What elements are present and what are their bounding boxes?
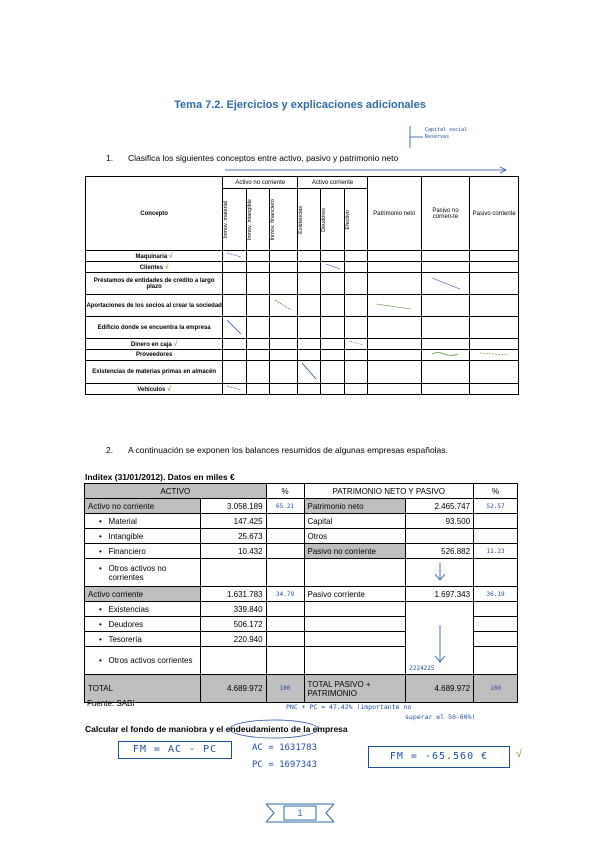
table-row xyxy=(86,384,519,395)
arrow-cell xyxy=(406,559,474,587)
mark-cell xyxy=(470,350,519,361)
inditex-caption-text: Inditex (31/01/2012). Datos en miles € xyxy=(85,472,235,482)
row-label: Proveedores xyxy=(86,350,223,361)
classification-table xyxy=(85,176,519,395)
cell-pct: 65.21 xyxy=(266,499,304,514)
cell-label: Activo corriente xyxy=(85,587,201,602)
table-row xyxy=(85,499,518,514)
hand-oval xyxy=(228,718,320,740)
calc-instruction: Calcular el fondo de maniobra y el endeudamiento de la empresa xyxy=(85,724,348,734)
table-header-row xyxy=(85,484,518,499)
table-row xyxy=(86,317,519,339)
table-row xyxy=(86,273,519,295)
cell-value: 3.058.189 xyxy=(200,499,266,514)
table-row xyxy=(85,602,518,617)
cell-value: 4.689.972 xyxy=(200,675,266,703)
ac-line: AC = 1631783 xyxy=(252,743,318,753)
cell-label: • Otros activos no corrientes xyxy=(85,559,201,587)
mark-cell xyxy=(321,262,344,273)
table-row xyxy=(86,262,519,273)
mark-cell xyxy=(223,317,246,339)
question-1-text: Clasifica los siguientes conceptos entre activo, pasivo y patrimonio neto xyxy=(128,153,399,163)
cell-value: 147.425 xyxy=(200,514,266,529)
cell-pct: 100 xyxy=(266,675,304,703)
annotation-line1: Capital social xyxy=(425,127,468,133)
page-number: 1 xyxy=(297,808,303,818)
mark-cell xyxy=(421,350,470,361)
cell-label: • Existencias xyxy=(85,602,201,617)
cell-pct: 11.23 xyxy=(474,544,518,559)
concept-header: Concepto xyxy=(86,177,223,251)
table-row xyxy=(85,675,518,703)
sub-header: Inmov. financiero xyxy=(269,198,276,241)
cell-value: 4.689.972 xyxy=(406,675,474,703)
cell-label: • Otros activos corrientes xyxy=(85,647,201,675)
cell-label: • Material xyxy=(85,514,201,529)
table-row xyxy=(85,529,518,544)
mark-cell xyxy=(367,295,421,317)
pasivo-header: PATRIMONIO NETO Y PASIVO xyxy=(304,484,474,499)
hand-note-2: superar el 50-60%) xyxy=(405,713,476,721)
table-row xyxy=(86,361,519,384)
row-label: Vehículos xyxy=(137,386,166,393)
cell-label: • Intangible xyxy=(85,529,201,544)
fuente: Fuente: SABI xyxy=(87,699,135,708)
patrimonio-header: Patrimonio neto xyxy=(367,177,421,251)
question-1 xyxy=(106,153,398,163)
question-2-number: 2. xyxy=(106,445,114,455)
cell-value: 220.940 xyxy=(200,632,266,647)
sub-header: Deudores xyxy=(321,207,328,232)
cell-value: 506.172 xyxy=(200,617,266,632)
page-number-badge xyxy=(264,800,336,826)
cell-label: • Financiero xyxy=(85,544,201,559)
cell-label: Pasivo no corriente xyxy=(304,544,406,559)
check-icon: √ xyxy=(168,252,173,260)
fm-result-box: FM = -65.560 € xyxy=(368,746,510,768)
table-row xyxy=(85,544,518,559)
cell-pct: 36.19 xyxy=(474,587,518,602)
question-1-number: 1. xyxy=(106,153,114,163)
down-arrow-icon xyxy=(433,561,447,583)
sum-cell xyxy=(406,602,474,675)
cell-label: Patrimonio neto xyxy=(304,499,406,514)
sub-header: Efectivo xyxy=(344,209,351,230)
cell-value: 1.631.783 xyxy=(200,587,266,602)
pc-line: PC = 1697343 xyxy=(252,760,318,770)
group-activo-corriente: Activo corriente xyxy=(298,177,368,189)
page-title: Tema 7.2. Ejercicios y explicaciones adicionales xyxy=(174,99,426,111)
cell-label: TOTAL xyxy=(85,675,201,703)
table-row xyxy=(85,514,518,529)
fm-formula-box: FM = AC - PC xyxy=(118,741,232,759)
mark-cell xyxy=(421,273,470,295)
mark-cell xyxy=(223,251,246,262)
cell-value: 526.882 xyxy=(406,544,474,559)
table-row xyxy=(86,339,519,350)
sub-header: Existencias xyxy=(298,205,305,234)
check-icon: √ xyxy=(167,385,171,393)
sum-hand: 2224225 xyxy=(409,665,435,672)
cell-value: 1.697.343 xyxy=(406,587,474,602)
cell-label: TOTAL PASIVO + PATRIMONIO xyxy=(304,675,406,703)
cell-label: Otros xyxy=(304,529,406,544)
cell-pct: 100 xyxy=(474,675,518,703)
cell-label: • Tesorería xyxy=(85,632,201,647)
cell-value: 93.500 xyxy=(406,514,474,529)
cell-value: 2.465.747 xyxy=(406,499,474,514)
cell-value: 10.432 xyxy=(200,544,266,559)
row-label: Maquinaria xyxy=(135,253,168,260)
row-label: Existencias de materias primas en almacén xyxy=(86,361,223,384)
table-row xyxy=(86,350,519,361)
mark-cell xyxy=(269,295,298,317)
question-2-text: A continuación se exponen los balances resumidos de algunas empresas españolas. xyxy=(128,445,448,455)
cell-label: Activo no corriente xyxy=(85,499,201,514)
annotation-line2: Reservas xyxy=(425,134,450,140)
row-label: Dinero en caja xyxy=(130,341,172,348)
cell-label: Capital xyxy=(304,514,406,529)
check-icon: √ xyxy=(516,748,523,760)
inditex-caption xyxy=(85,472,235,482)
pct2-header: % xyxy=(474,484,518,499)
check-icon: √ xyxy=(164,263,169,271)
cell-label: • Deudores xyxy=(85,617,201,632)
row-label: Clientes xyxy=(139,264,164,271)
hand-note-1: PNC + PC = 47.42% (importante no xyxy=(286,703,412,711)
pasivo-c-header: Pasivo corriente xyxy=(470,177,519,251)
down-arrow-icon xyxy=(433,625,447,665)
annotation-capital xyxy=(407,124,507,154)
row-label: Aportaciones de los socios al crear la sociedad xyxy=(86,295,223,317)
mark-cell xyxy=(344,339,367,350)
balance-table xyxy=(84,483,518,703)
table-row xyxy=(85,587,518,602)
cell-pct: 52.57 xyxy=(474,499,518,514)
sub-header: Inmov. intangible xyxy=(246,198,253,241)
mark-cell xyxy=(223,384,246,395)
table-row xyxy=(86,251,519,262)
cell-value: 25.673 xyxy=(200,529,266,544)
hand-arrow-line xyxy=(225,164,515,176)
cell-label: Pasivo corriente xyxy=(304,587,406,602)
cell-value: 339.840 xyxy=(200,602,266,617)
table-row xyxy=(86,295,519,317)
sub-header: Inmov. material xyxy=(223,200,230,239)
pct-header: % xyxy=(266,484,304,499)
mark-cell xyxy=(298,361,321,384)
group-activo-no-corriente: Activo no corriente xyxy=(223,177,298,189)
table-row xyxy=(85,559,518,587)
cell-pct: 34.79 xyxy=(266,587,304,602)
row-label: Préstamos de entidades de crédito a largo plazo xyxy=(86,273,223,295)
question-2 xyxy=(106,445,448,455)
check-icon: √ xyxy=(173,340,178,348)
row-label: Edificio donde se encuentra la empresa xyxy=(86,317,223,339)
pasivo-nc-header: Pasivo no corrien-te xyxy=(421,177,470,251)
activo-header: ACTIVO xyxy=(85,484,267,499)
